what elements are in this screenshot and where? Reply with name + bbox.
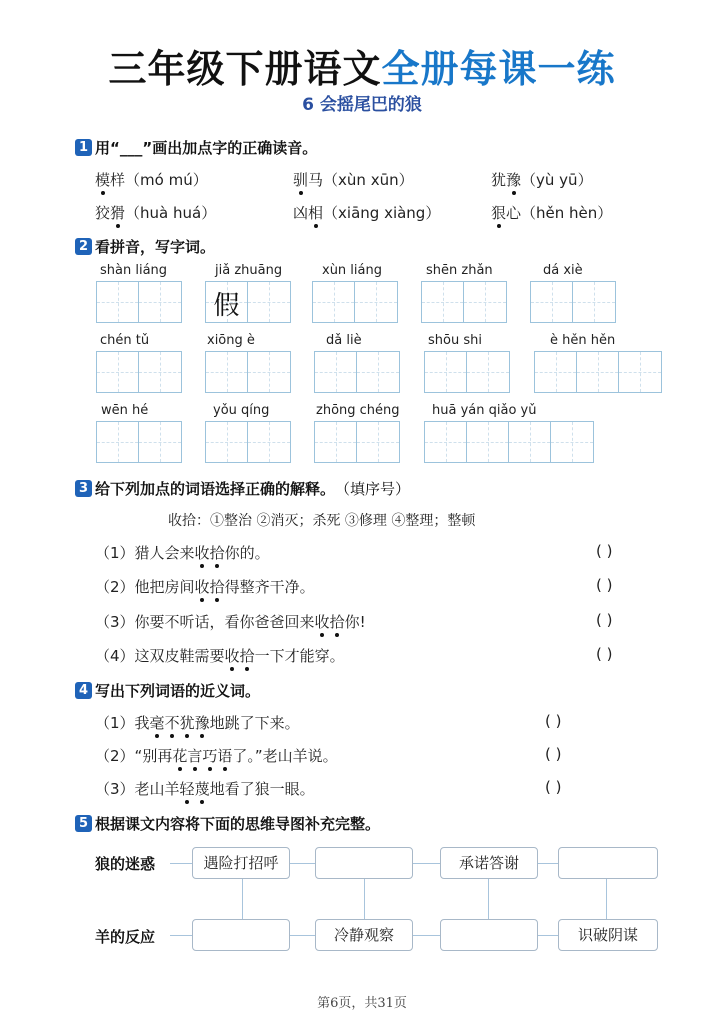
q1-item-5: 凶相（xiāng xiàng） [293,204,441,222]
writing-grid[interactable] [530,281,616,323]
writing-grid[interactable] [424,421,594,463]
connector-line [606,878,607,920]
mindmap-row-label-sheep: 羊的反应 [95,928,156,946]
q1-item-6: 狠心（hěn hèn） [491,204,613,222]
question-3-note: （填序号） [335,480,411,498]
writing-grid[interactable] [96,281,182,323]
mindmap-node-blank[interactable] [558,847,658,879]
pinyin-label: shōu shi [428,333,482,348]
question-number-badge: 2 [75,238,92,255]
mindmap-node-blank[interactable] [440,919,538,951]
connector-line [488,878,489,920]
answer-blank[interactable]: ( ) [545,712,562,730]
mindmap-node-blank[interactable] [315,847,413,879]
question-1-heading [75,137,317,158]
pinyin-label: zhōng chéng [316,403,400,418]
q4-item-1: （1）我毫不犹豫地跳了下来。 [95,714,300,732]
connector-line [242,878,243,920]
mindmap-node: 遇险打招呼 [192,847,290,879]
mindmap-node-blank[interactable] [192,919,290,951]
pinyin-label: shàn liáng [100,263,168,278]
pinyin-label: xùn liáng [322,263,382,278]
question-2-heading [75,236,215,257]
answer-blank[interactable]: ( ) [545,745,562,763]
mindmap-node: 识破阴谋 [558,919,658,951]
definitions-list: 收拾：①整治 ②消灭；杀死 ③修理 ④整理；整顿 [168,513,476,529]
pinyin-label: dǎ liè [326,333,362,348]
question-2-title: 看拼音，写字词。 [95,238,216,256]
q4-item-2: （2）“别再花言巧语了。”老山羊说。 [95,747,338,765]
question-5-heading [75,813,380,834]
pinyin-label: shēn zhǎn [426,263,493,278]
lesson-title: 6 会摇尾巴的狼 [302,95,422,115]
pinyin-label: dá xiè [543,263,583,278]
question-3-title: 给下列加点的词语选择正确的解释。 [95,480,336,498]
q1-item-3: 犹豫（yù yū） [491,171,593,189]
q1-item-2: 驯马（xùn xūn） [293,171,414,189]
document-title [0,38,724,93]
answer-blank[interactable]: ( ) [596,611,613,629]
writing-grid[interactable] [205,351,291,393]
question-number-badge: 1 [75,139,92,156]
writing-grid[interactable] [421,281,507,323]
writing-grid[interactable] [205,281,291,323]
pinyin-label: chén tǔ [100,333,150,348]
pinyin-label: wēn hé [101,403,149,418]
question-5-title: 根据课文内容将下面的思维导图补充完整。 [95,815,381,833]
q3-item-1: （1）猎人会来收拾你的。 [95,544,270,562]
writing-grid[interactable] [534,351,662,393]
pinyin-label: huā yán qiǎo yǔ [432,403,537,418]
question-3-heading [75,478,410,499]
pinyin-label: è hěn hěn [550,333,616,348]
writing-grid[interactable] [312,281,398,323]
q3-item-2: （2）他把房间收拾得整齐干净。 [95,578,315,596]
writing-grid[interactable] [314,421,400,463]
question-1-title: 用“___”画出加点字的正确读音。 [95,139,318,157]
question-4-title: 写出下列词语的近义词。 [95,682,261,700]
prefilled-character: 假 [213,291,240,321]
page-indicator: 第6页，共31页 [317,996,407,1011]
q3-item-3: （3）你要不听话，看你爸爸回来收拾你! [95,613,366,631]
writing-grid[interactable] [205,421,291,463]
q4-item-3: （3）老山羊轻蔑地看了狼一眼。 [95,780,315,798]
answer-blank[interactable]: ( ) [596,542,613,560]
pinyin-label: yǒu qíng [213,403,270,418]
title-series: 全册每课一练 [381,46,616,91]
pinyin-label: jiǎ zhuāng [215,263,283,278]
q1-item-4: 狡猾（huà huá） [95,204,217,222]
q3-item-4: （4）这双皮鞋需要收拾一下才能穿。 [95,647,345,665]
writing-grid[interactable] [96,351,182,393]
mindmap-node: 承诺答谢 [440,847,538,879]
mindmap-row-label-wolf: 狼的迷惑 [95,855,156,873]
answer-blank[interactable]: ( ) [545,778,562,796]
pinyin-label: xiōng è [207,333,255,348]
connector-line [364,878,365,920]
question-number-badge: 3 [75,480,92,497]
question-number-badge: 5 [75,815,92,832]
mindmap-node: 冷静观察 [315,919,413,951]
title-grade: 三年级下册语文 [108,46,382,91]
question-4-heading [75,680,260,701]
writing-grid[interactable] [314,351,400,393]
answer-blank[interactable]: ( ) [596,645,613,663]
answer-blank[interactable]: ( ) [596,576,613,594]
writing-grid[interactable] [96,421,182,463]
question-number-badge: 4 [75,682,92,699]
writing-grid[interactable] [424,351,510,393]
q1-item-1: 模样（mó mú） [95,171,208,189]
